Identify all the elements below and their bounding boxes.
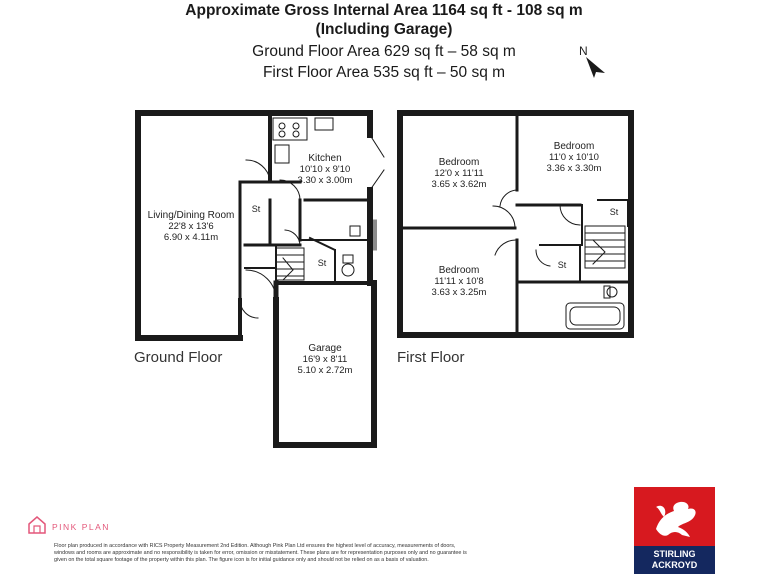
bathroom-fixtures bbox=[566, 286, 624, 329]
stirling-ackroyd-logo bbox=[634, 487, 715, 574]
bedroom-2-imperial: 11'0 x 10'10 bbox=[549, 152, 599, 163]
agent-name-line2: ACKROYD bbox=[651, 560, 698, 570]
living-dining-name: Living/Dining Room bbox=[147, 210, 235, 221]
kitchen-imperial: 10'10 x 9'10 bbox=[299, 164, 351, 175]
ground-store-label-1: St bbox=[251, 204, 261, 214]
kitchen-name: Kitchen bbox=[308, 153, 342, 164]
agent-name-block bbox=[634, 546, 715, 574]
garage-name: Garage bbox=[308, 343, 342, 354]
bedroom-3-imperial: 11'11 x 10'8 bbox=[434, 276, 484, 287]
ground-store-label-2: St bbox=[317, 258, 327, 268]
pink-plan-brand: PINK PLAN bbox=[52, 522, 110, 532]
kitchen-metric: 3.30 x 3.00m bbox=[297, 175, 353, 186]
ground-floor-label: Ground Floor bbox=[134, 349, 223, 366]
title-including-garage: (Including Garage) bbox=[315, 21, 453, 38]
bedroom-1-metric: 3.65 x 3.62m bbox=[431, 179, 487, 190]
first-store-label-2: St bbox=[557, 260, 567, 270]
ground-floor-area: Ground Floor Area 629 sq ft – 58 sq m bbox=[252, 43, 516, 60]
first-floor-label: First Floor bbox=[397, 349, 465, 366]
kitchen-fixtures bbox=[273, 118, 360, 276]
disclaimer-text: Floor plan produced in accordance with RICS Property Measurement 2nd Edition. Although Pink Plan Ltd ensures the highest level of accuracy, measurements of doors, windows and rooms are approximate and no responsibility is taken for error, omission or misstatement. These plans are for representation purposes only and no guarantee is given on the total square footage of the property within this plan. The figure icon is for initial guidance only and should not be relied on as a basis of valuation. bbox=[54, 543, 467, 564]
living-dining-metric: 6.90 x 4.11m bbox=[163, 232, 219, 243]
title-area: Approximate Gross Internal Area 1164 sq ft - 108 sq m bbox=[185, 2, 583, 19]
bedroom-2-metric: 3.36 x 3.30m bbox=[546, 163, 602, 174]
bedroom-1-name: Bedroom bbox=[438, 157, 480, 168]
pink-plan-logo-icon bbox=[26, 514, 48, 536]
bedroom-1-imperial: 12'0 x 11'11 bbox=[434, 168, 484, 179]
compass-label: N bbox=[579, 44, 588, 58]
first-floor-stairs bbox=[585, 226, 625, 268]
compass-icon bbox=[579, 44, 605, 78]
first-floor-walls bbox=[400, 113, 631, 335]
bedroom-3-metric: 3.63 x 3.25m bbox=[431, 287, 487, 298]
griffin-icon bbox=[634, 487, 715, 546]
ground-floor-stairs bbox=[276, 248, 304, 280]
garage-imperial: 16'9 x 8'11 bbox=[302, 354, 348, 365]
living-dining-imperial: 22'8 x 13'6 bbox=[168, 221, 214, 232]
bedroom-2-name: Bedroom bbox=[553, 141, 595, 152]
first-floor-area: First Floor Area 535 sq ft – 50 sq m bbox=[262, 64, 506, 81]
first-store-label-1: St bbox=[609, 207, 619, 217]
agent-name-line1: STIRLING bbox=[653, 549, 696, 559]
bedroom-3-name: Bedroom bbox=[438, 265, 480, 276]
garage-metric: 5.10 x 2.72m bbox=[297, 365, 353, 376]
